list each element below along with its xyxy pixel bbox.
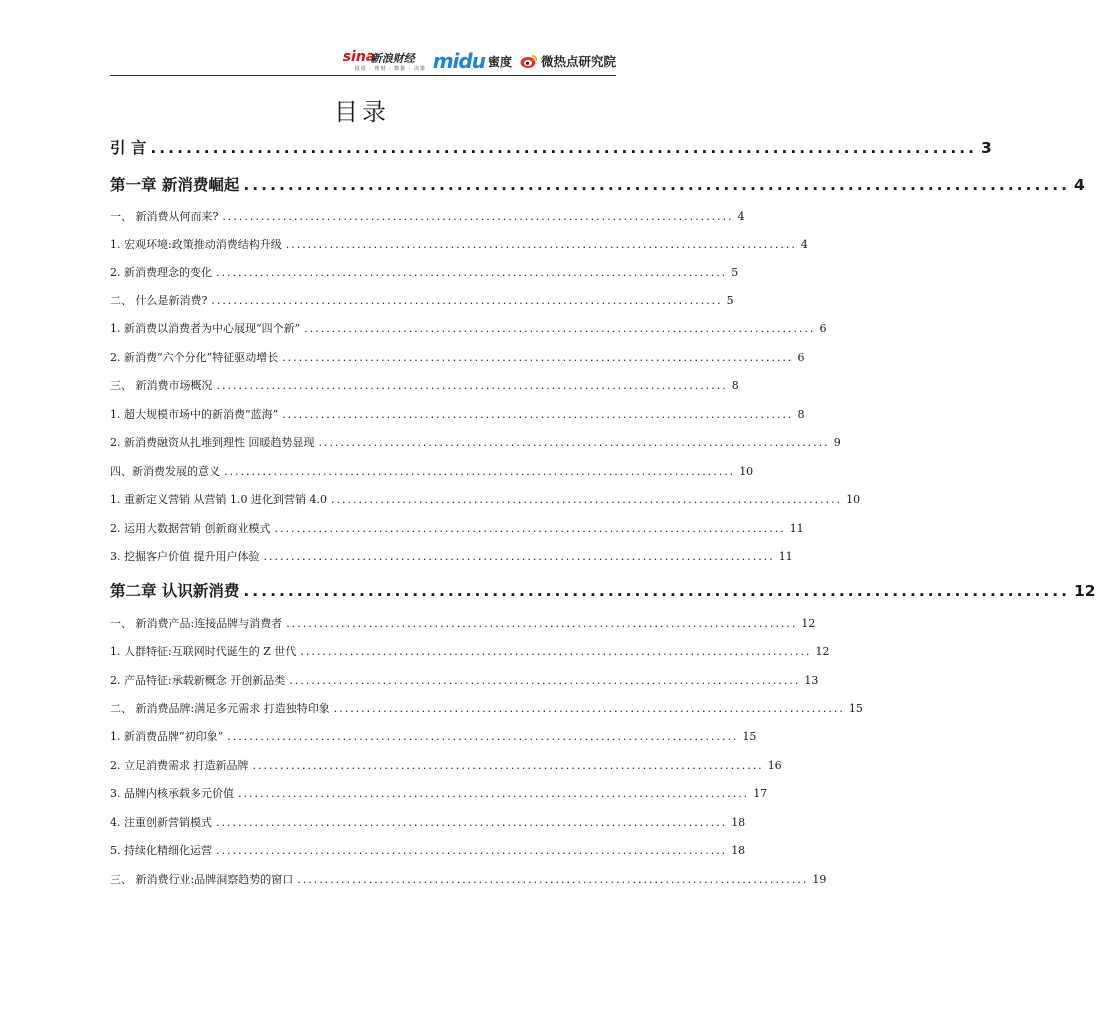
- toc-entry-label: 1. 新消费以消费者为中心展现“四个新”: [110, 322, 301, 335]
- toc-entry[interactable]: [110, 672, 819, 688]
- toc-dot-leader: .............................................................................................: [216, 844, 728, 857]
- toc-entry-label: 第二章 认识新消费: [110, 582, 240, 600]
- sina-logo-mark: sina: [342, 49, 376, 65]
- toc-dot-leader: .............................................................................................: [318, 436, 830, 449]
- toc-page-number: 3: [981, 139, 992, 157]
- toc-dot-leader: .............................................................................................: [252, 759, 764, 772]
- toc-page-number: 15: [742, 730, 757, 743]
- toc-dot-leader: .............................................................................................: [282, 408, 794, 421]
- toc-entry[interactable]: [110, 292, 734, 308]
- toc-page-number: 18: [731, 844, 746, 857]
- toc-page-number: 10: [846, 493, 861, 506]
- header-divider: [110, 75, 616, 76]
- toc-entry-label: 三、 新消费行业:品牌洞察趋势的窗口: [110, 873, 294, 886]
- toc-entry-label: 5. 持续化精细化运营: [110, 844, 212, 857]
- toc-entry[interactable]: [110, 434, 841, 450]
- midu-logo: [433, 49, 512, 73]
- toc-dot-leader: .............................................................................................: [222, 210, 734, 223]
- toc-dot-leader: .............................................................................................: [211, 294, 723, 307]
- midu-logo-mark: midu: [432, 49, 485, 73]
- sina-finance-name: 新浪财经: [370, 52, 415, 65]
- toc-dot-leader: .............................................................................................: [333, 702, 845, 715]
- toc-page-number: 12: [801, 617, 816, 630]
- toc-page-number: 18: [731, 816, 746, 829]
- toc-entry[interactable]: [110, 785, 768, 801]
- toc-entry[interactable]: [110, 236, 808, 252]
- toc-entry-label: 二、 新消费品牌:满足多元需求 打造独特印象: [110, 702, 330, 715]
- toc-dot-leader: .............................................................................................: [243, 582, 1071, 600]
- toc-entry[interactable]: [110, 136, 992, 158]
- toc-page-number: 15: [848, 702, 863, 715]
- toc-entry-label: 2. 新消费理念的变化: [110, 266, 212, 279]
- toc-entry-label: 第一章 新消费崛起: [110, 176, 240, 194]
- toc-entry[interactable]: [110, 208, 745, 224]
- toc-entry[interactable]: [110, 871, 827, 887]
- toc-entry-label: 3. 挖掘客户价值 提升用户体验: [110, 550, 260, 563]
- toc-entry[interactable]: [110, 320, 827, 336]
- toc-page-number: 16: [767, 759, 782, 772]
- sina-tagline: 投资 · 理财 · 数据 · 决策: [354, 66, 427, 72]
- toc-page-number: 13: [804, 674, 819, 687]
- toc-entry[interactable]: [110, 463, 754, 479]
- toc-entry-label: 3. 品牌内核承载多元价值: [110, 787, 234, 800]
- toc-dot-leader: .............................................................................................: [297, 873, 809, 886]
- toc-entry[interactable]: [110, 548, 793, 564]
- toc-page-number: 4: [1074, 176, 1085, 194]
- toc-entry-label: 四、新消费发展的意义: [110, 465, 220, 478]
- toc-dot-leader: .............................................................................................: [300, 645, 812, 658]
- toc-dot-leader: .............................................................................................: [224, 465, 736, 478]
- toc-entry[interactable]: [110, 491, 861, 507]
- toc-dot-leader: .............................................................................................: [286, 617, 798, 630]
- toc-dot-leader: .............................................................................................: [243, 176, 1071, 194]
- toc-dot-leader: .............................................................................................: [263, 550, 775, 563]
- toc-page-number: 6: [797, 351, 805, 364]
- toc-page-number: 11: [789, 522, 804, 535]
- toc-page-number: 10: [739, 465, 754, 478]
- midu-name: 蜜度: [487, 54, 512, 69]
- toc-entry-label: 1. 新消费品牌“初印象”: [110, 730, 224, 743]
- toc-entry-label: 2. 新消费“六个分化”特征驱动增长: [110, 351, 279, 364]
- toc-dot-leader: .............................................................................................: [289, 674, 801, 687]
- toc-entry[interactable]: [110, 264, 739, 280]
- toc-dot-leader: .............................................................................................: [216, 816, 728, 829]
- toc-entry[interactable]: [110, 814, 746, 830]
- toc-dot-leader: .............................................................................................: [238, 787, 750, 800]
- weibo-hotspot-logo: [520, 52, 616, 70]
- toc-dot-leader: .............................................................................................: [216, 266, 728, 279]
- toc-entry-label: 2. 新消费融资从扎堆到理性 回暖趋势显现: [110, 436, 315, 449]
- weibo-hotspot-name: 微热点研究院: [540, 54, 616, 69]
- toc-entry[interactable]: [110, 728, 757, 744]
- toc-entry-label: 2. 立足消费需求 打造新品牌: [110, 759, 249, 772]
- toc-entry[interactable]: [110, 520, 804, 536]
- sina-finance-logo: [343, 48, 425, 74]
- toc-entry-label: 三、 新消费市场概况: [110, 379, 213, 392]
- toc-dot-leader: .............................................................................................: [216, 379, 728, 392]
- toc-entry-label: 一、 新消费从何而来?: [110, 210, 219, 223]
- partner-logos: [343, 48, 616, 74]
- toc-page-number: 12: [815, 645, 830, 658]
- toc-page-number: 6: [819, 322, 827, 335]
- toc-dot-leader: .............................................................................................: [330, 493, 843, 506]
- toc-entry[interactable]: [110, 842, 746, 858]
- toc-dot-leader: .............................................................................................: [304, 322, 816, 335]
- toc-entry-label: 1. 重新定义营销 从营销 1.0 进化到营销 4.0: [110, 493, 327, 506]
- toc-entry-label: 一、 新消费产品:连接品牌与消费者: [110, 617, 283, 630]
- toc-entry[interactable]: [110, 406, 805, 422]
- toc-page-number: 4: [800, 238, 808, 251]
- toc-page-number: 5: [726, 294, 734, 307]
- page-header: [110, 44, 616, 76]
- toc-entry-label: 1. 人群特征:互联网时代诞生的 Z 世代: [110, 645, 297, 658]
- toc-page-number: 8: [797, 408, 805, 421]
- toc-entry[interactable]: [110, 173, 1085, 195]
- toc-entry[interactable]: [110, 579, 1096, 601]
- toc-entry-label: 1. 超大规模市场中的新消费“蓝海”: [110, 408, 279, 421]
- toc-page-number: 11: [778, 550, 793, 563]
- toc-page-number: 19: [812, 873, 827, 886]
- toc-page-number: 4: [737, 210, 745, 223]
- toc-entry-label: 二、 什么是新消费?: [110, 294, 208, 307]
- toc-entry-label: 2. 产品特征:承载新概念 开创新品类: [110, 674, 286, 687]
- toc-dot-leader: .............................................................................................: [227, 730, 739, 743]
- toc-entry[interactable]: [110, 700, 863, 716]
- toc-page-number: 5: [731, 266, 739, 279]
- toc-entry-label: 引 言: [110, 139, 147, 157]
- weibo-eye-icon: [520, 53, 538, 69]
- toc-entry-label: 2. 运用大数据营销 创新商业模式: [110, 522, 271, 535]
- toc-entry[interactable]: [110, 349, 805, 365]
- toc-dot-leader: .............................................................................................: [282, 351, 794, 364]
- toc-dot-leader: .............................................................................................: [274, 522, 786, 535]
- toc-page-number: 9: [833, 436, 841, 449]
- toc-entry[interactable]: [110, 377, 739, 393]
- toc-dot-leader: .............................................................................................: [150, 139, 978, 157]
- toc-entry[interactable]: [110, 643, 830, 659]
- toc-page-number: 12: [1074, 582, 1096, 600]
- toc-entry-label: 1. 宏观环境:政策推动消费结构升级: [110, 238, 282, 251]
- toc-page-number: 17: [753, 787, 768, 800]
- toc-entry[interactable]: [110, 757, 782, 773]
- page-title: 目录: [334, 98, 390, 126]
- toc-dot-leader: .............................................................................................: [285, 238, 797, 251]
- toc-page-number: 8: [731, 379, 739, 392]
- toc-entry-label: 4. 注重创新营销模式: [110, 816, 212, 829]
- toc-entry[interactable]: [110, 615, 816, 631]
